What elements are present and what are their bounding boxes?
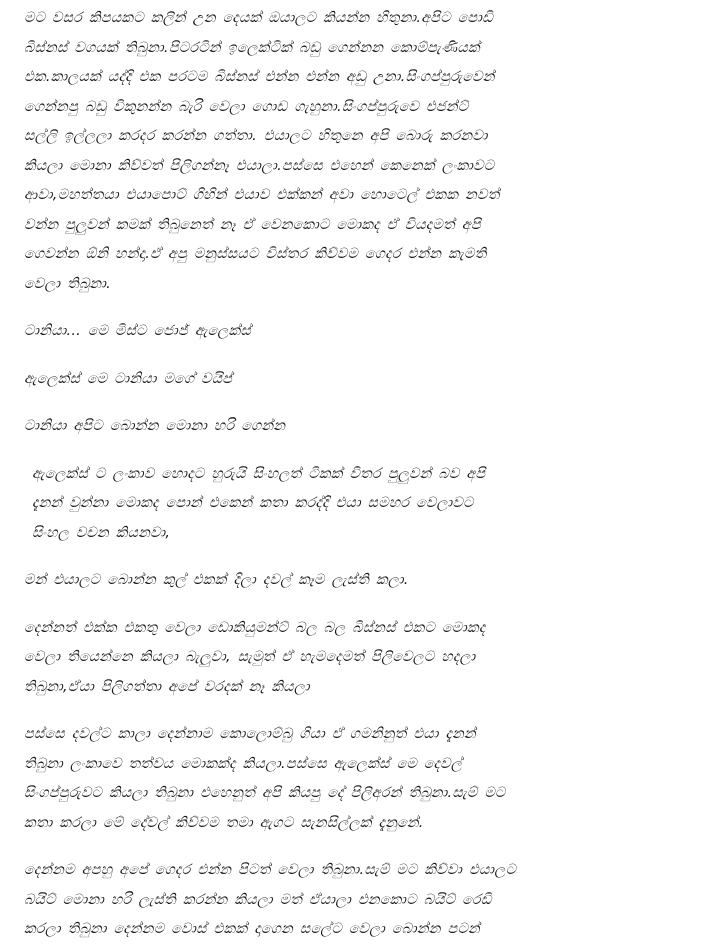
text-line: බිස්නස් වගයක් තිබුනා.පිටරටින් ඉලෙක්ටික් බඩු ගෙන්නන කොම්පැණියක් (24, 39, 480, 56)
text-line: තිබුනා ලංකාවෙ තත්වය මොකක්ද කියලා.පස්සෙ ඇලෙක්ස් මෙ දෙවල් (24, 755, 462, 772)
text-line: පස්සෙ දවල්ට කාලා දෙන්නාම කොලොම්බු ගියා ඒ ගමනිනුත් එයා දැනන් (24, 726, 476, 742)
paragraph-intro (24, 4, 667, 299)
paragraph-colombo-trip (24, 720, 667, 838)
text-line: කතා කරලා මේ දේවල් කිව්වම තමා ඇගට සැනසිල්ලක් දැනුනේ. (24, 814, 424, 831)
paragraph-return-home (24, 856, 667, 945)
text-line: තිබුනා,ඒයා පිලිගත්තා අපේ වරදක් නෑ කියලා (24, 678, 310, 695)
text-line: කරලා තිබුනා දෙන්නම වොස් එකක් දාගෙන සලේට වෙලා බොන්න පටන් (24, 921, 480, 937)
text-line: සිංගප්පුරුවට කියලා තිබුනා එහෙනුත් අපි කියපු දේ පිලිඅරන් තිබුනා.සැම් මට (24, 785, 506, 801)
text-line: ගෙවන්න ඕනි හන්දා.ඒ අපු මනුස්සයට විස්තර කිව්වම ගෙදර එන්න කැමති (24, 246, 487, 262)
paragraph-dialogue-introduction (24, 317, 667, 347)
text-line: ආවා,මහත්තයා එයාපොට් ගිහින් එයාව එක්කන් අවා හොටෙල් එකක නවත් (24, 187, 500, 203)
paragraph-dialogue-drinks (24, 412, 667, 442)
text-line: ටානියා අපිට බොන්න මොනා හරි ගෙන්න (24, 418, 286, 434)
text-line: වෙලා තියෙන්නෙ කියලා බැලුවා, සැමුත් ඒ හැමදෙමත් පිලිවෙලට හදලා (24, 649, 476, 665)
text-line: ඇලෙක්ස් මෙ ටානියා මගේ වයිප් (24, 370, 233, 387)
text-line: වන්න පුලුවන් කමක් තිබුනෙත් නෑ ඒ වෙනකොට මොකද ඒ වියදමත් අපි (24, 216, 481, 233)
paragraph-documents (24, 614, 667, 703)
text-line: දෙන්නත් එක්ක එකතු වෙලා ඩොකියුමන්ට් බල බල බිස්නස් එකට මොකද (24, 619, 486, 636)
text-line: ඇලෙක්ස් ට ලංකාව හොදට හුරුයි සිංහලත් ටිකක් විතර පුලුවන් බව අපි (32, 465, 486, 482)
text-line: දැනන් වුන්නා මොකද පොන් එකෙන් කතා කරද්දි එයා සමහර වෙලාවට (32, 495, 474, 511)
paragraph-alex-sinhala (24, 460, 667, 549)
text-line: ටානියා... මෙ මිස්ට ජොජ් ඇලෙක්ස් (24, 323, 251, 339)
paragraph-lunch (24, 566, 667, 596)
text-line: එක.කාලයක් යද්දි එක පරටම බිස්නස් එන්න එන්න අඩු උනා.සිංගප්පුරුවෙන් (24, 69, 495, 85)
text-line: සල්ලි ඉල්ලලා කරදර කරන්න ගත්තා. එයාලට හිතුනෙ අපි බොරු කරනවා (24, 128, 488, 144)
text-line: මන් එයාලට බොන්න කුල් එකක් දිලා දවල් කෑම ලැස්ති කලා. (24, 572, 409, 588)
text-line: දෙන්නම අපහු අපේ ගෙදර එන්න පිටත් වෙලා තිබුනා.සැම් මට කිව්වා එයාලට (24, 862, 517, 878)
text-line: සිංහල වචන කියනවා, (32, 524, 171, 541)
paragraph-dialogue-wife (24, 365, 667, 395)
text-line: වෙලා තිබුනා. (24, 275, 111, 292)
text-line: මට වසර කිපයකට කලින් උන දෙයක් ඔයාලට කියන්න හිතුනා.අපිට පොඩි (24, 10, 493, 26)
text-line: ගෙන්නපු බඩු විකුනන්න බැරි වෙලා ගොඩ ගැහුනා.සිංගප්පුරුවෙ එජන්ට් (24, 98, 469, 115)
text-line: බයිට් මොනා හරි ලැස්ති කරන්න කියලා මත් ඒයාලා එනකොට බයිට් රෙඩි (24, 891, 492, 908)
text-line: කියලා මොනා කිව්වත් පිලිගන්නෑ එයාලා.පස්සෙ එහෙන් කෙනෙක් ලංකාවට (24, 157, 495, 174)
